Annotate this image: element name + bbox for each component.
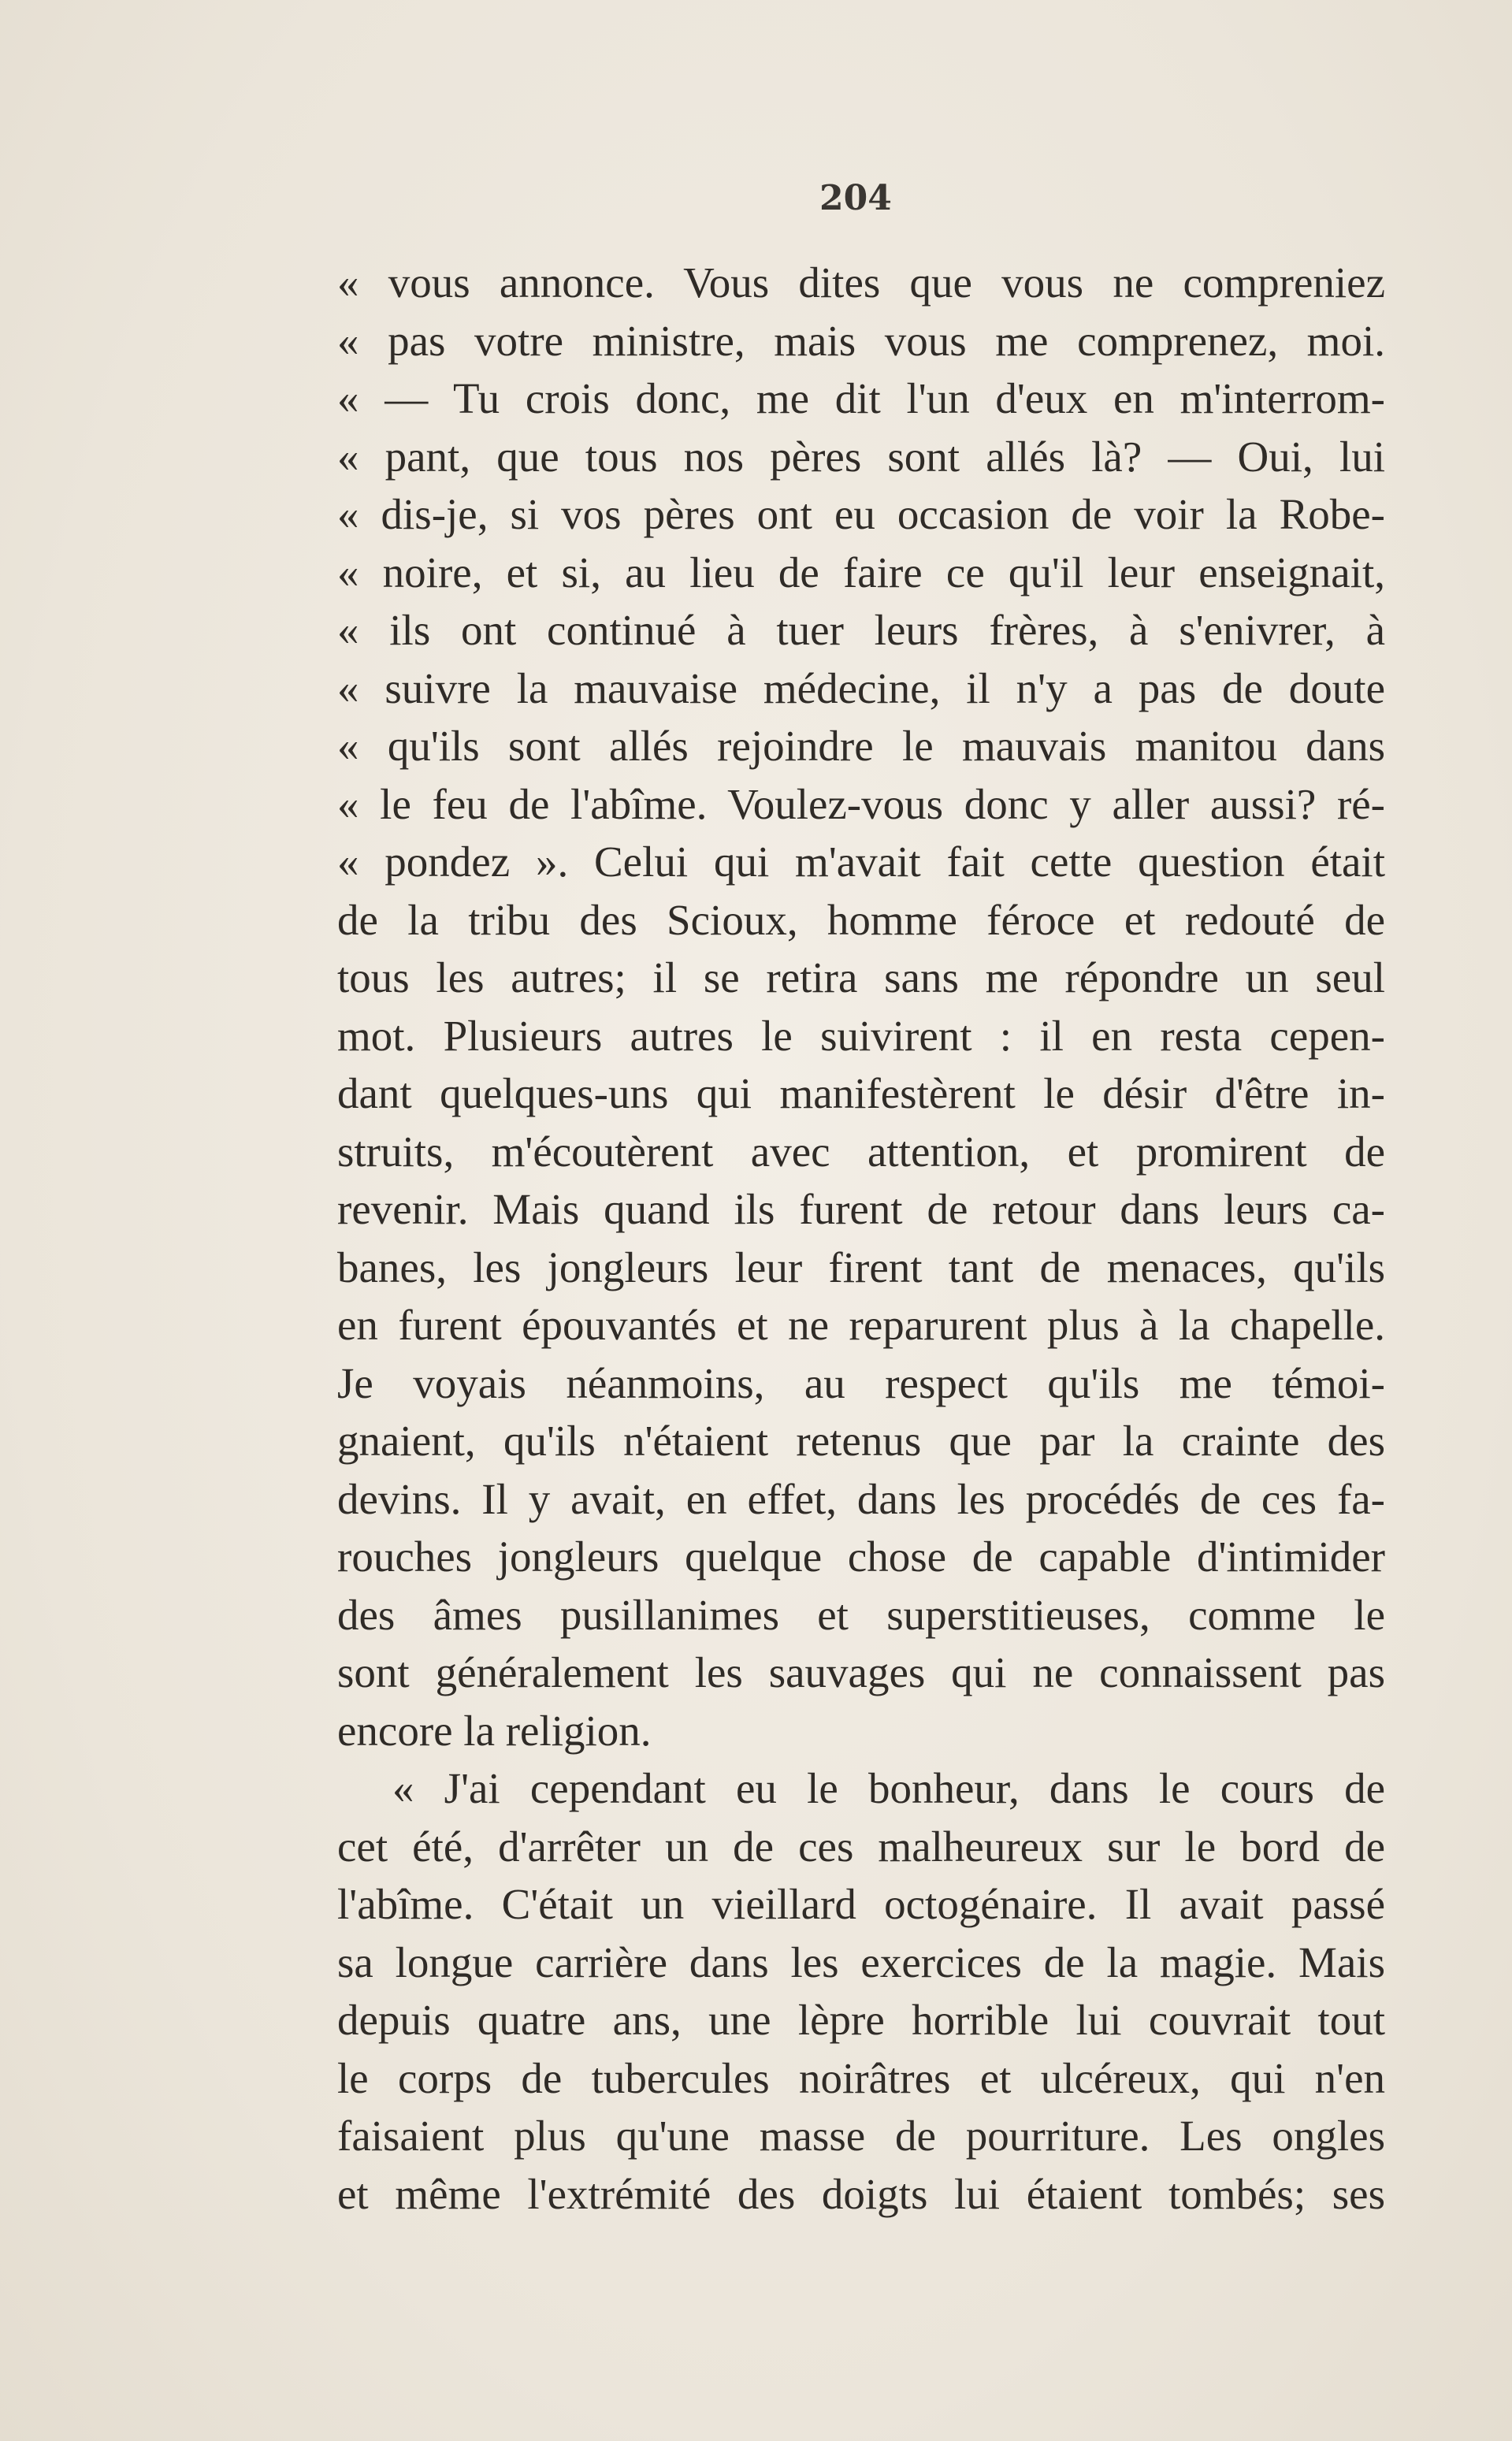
text-line: et même l'extrémité des doigts lui étaient tombés; ses: [337, 2169, 1385, 2218]
text-line: « le feu de l'abîme. Voulez-vous donc y aller aussi? ré-: [337, 779, 1385, 828]
text-line: « suivre la mauvaise médecine, il n'y a pas de doute: [337, 663, 1385, 712]
text-line: « — Tu crois donc, me dit l'un d'eux en m'interrom-: [337, 374, 1385, 422]
paragraph-start-line: « J'ai cependant eu le bonheur, dans le cours de: [392, 1764, 1385, 1812]
text-line: faisaient plus qu'une masse de pourriture. Les ongles: [337, 2112, 1385, 2160]
text-line: gnaient, qu'ils n'étaient retenus que par la crainte des: [337, 1417, 1385, 1465]
body-text: [337, 254, 1385, 2223]
text-line: « pas votre ministre, mais vous me comprenez, moi.: [337, 316, 1385, 365]
text-line: le corps de tubercules noirâtres et ulcéreux, qui n'en: [337, 2053, 1385, 2102]
text-line: « qu'ils sont allés rejoindre le mauvais manitou dans: [337, 722, 1385, 770]
text-line: mot. Plusieurs autres le suivirent : il en resta cepen-: [337, 1011, 1385, 1060]
text-line: l'abîme. C'était un vieillard octogénaire. Il avait passé: [337, 1880, 1385, 1928]
text-line: de la tribu des Scioux, homme féroce et redouté de: [337, 895, 1385, 944]
text-line: « pondez ». Celui qui m'avait fait cette question était: [337, 838, 1385, 886]
text-line: struits, m'écoutèrent avec attention, et promirent de: [337, 1127, 1385, 1176]
text-line: « dis-je, si vos pères ont eu occasion de voir la Robe-: [337, 490, 1385, 538]
text-line: depuis quatre ans, une lèpre horrible lui couvrait tout: [337, 1996, 1385, 2044]
text-line: tous les autres; il se retira sans me répondre un seul: [337, 953, 1385, 1001]
text-line: « ils ont continué à tuer leurs frères, à s'enivrer, à: [337, 606, 1385, 654]
text-line: devins. Il y avait, en effet, dans les procédés de ces fa-: [337, 1474, 1385, 1523]
text-line: « vous annonce. Vous dites que vous ne compreniez: [337, 258, 1385, 307]
text-line: « noire, et si, au lieu de faire ce qu'il leur enseignait,: [337, 548, 1385, 596]
text-line: Je voyais néanmoins, au respect qu'ils me témoi-: [337, 1358, 1385, 1407]
page-number: 204: [819, 178, 892, 218]
text-line: sont généralement les sauvages qui ne connaissent pas: [337, 1648, 1385, 1696]
text-line: banes, les jongleurs leur firent tant de menaces, qu'ils: [337, 1243, 1385, 1291]
text-line: rouches jongleurs quelque chose de capable d'intimider: [337, 1533, 1385, 1581]
text-line: dant quelques-uns qui manifestèrent le désir d'être in-: [337, 1069, 1385, 1117]
text-line: « pant, que tous nos pères sont allés là? — Oui, lui: [337, 432, 1385, 481]
text-line: sa longue carrière dans les exercices de la magie. Mais: [337, 1938, 1385, 1986]
paragraph-end-line: encore la religion.: [337, 1706, 652, 1755]
text-line: des âmes pusillanimes et superstitieuses, comme le: [337, 1590, 1385, 1639]
text-line: revenir. Mais quand ils furent de retour dans leurs ca-: [337, 1185, 1385, 1233]
text-line: en furent épouvantés et ne reparurent plus à la chapelle.: [337, 1301, 1385, 1349]
text-line: cet été, d'arrêter un de ces malheureux sur le bord de: [337, 1822, 1385, 1871]
